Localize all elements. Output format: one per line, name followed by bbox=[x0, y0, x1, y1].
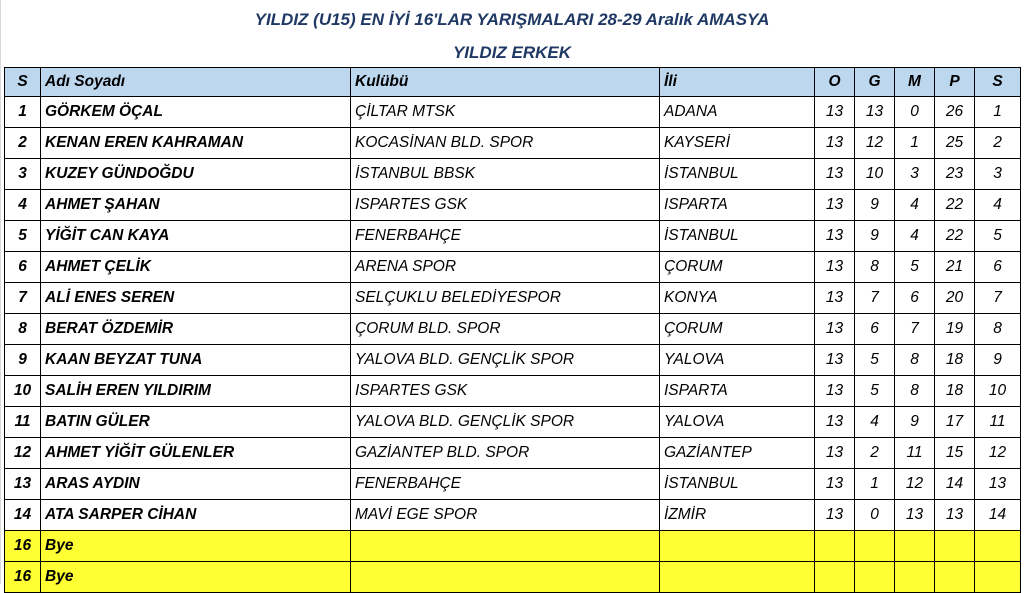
row-number-cell[interactable]: 2 bbox=[5, 128, 41, 159]
row-number-cell[interactable]: 10 bbox=[5, 376, 41, 407]
points-cell[interactable]: 20 bbox=[935, 283, 975, 314]
standings-table bbox=[4, 67, 1021, 593]
won-count-cell[interactable]: 7 bbox=[855, 283, 895, 314]
header-city[interactable]: İli bbox=[660, 68, 815, 97]
played-count-cell[interactable]: 13 bbox=[815, 221, 855, 252]
played-count-cell[interactable]: 13 bbox=[815, 190, 855, 221]
table-row bbox=[5, 190, 1021, 221]
city-name-cell[interactable]: İSTANBUL bbox=[660, 159, 815, 190]
player-name-cell[interactable]: SALİH EREN YILDIRIM bbox=[41, 376, 351, 407]
club-name-cell[interactable]: YALOVA BLD. GENÇLİK SPOR bbox=[351, 345, 660, 376]
bye-row bbox=[5, 531, 1021, 562]
club-name-cell[interactable]: ÇORUM BLD. SPOR bbox=[351, 314, 660, 345]
played-count-cell[interactable]: 13 bbox=[815, 345, 855, 376]
city-name-cell[interactable]: ISPARTA bbox=[660, 190, 815, 221]
points-cell[interactable]: 14 bbox=[935, 469, 975, 500]
rank-cell[interactable] bbox=[975, 562, 1021, 593]
club-name-cell[interactable]: SELÇUKLU BELEDİYESPOR bbox=[351, 283, 660, 314]
player-name-cell[interactable]: KENAN EREN KAHRAMAN bbox=[41, 128, 351, 159]
city-name-cell[interactable] bbox=[660, 562, 815, 593]
rank-cell[interactable]: 8 bbox=[975, 314, 1021, 345]
lost-count-cell[interactable]: 1 bbox=[895, 128, 935, 159]
city-name-cell[interactable]: KONYA bbox=[660, 283, 815, 314]
table-row bbox=[5, 314, 1021, 345]
played-count-cell[interactable]: 13 bbox=[815, 407, 855, 438]
played-count-cell[interactable]: 13 bbox=[815, 314, 855, 345]
won-count-cell[interactable]: 12 bbox=[855, 128, 895, 159]
points-cell[interactable]: 22 bbox=[935, 190, 975, 221]
played-count-cell[interactable]: 13 bbox=[815, 252, 855, 283]
lost-count-cell[interactable] bbox=[895, 531, 935, 562]
sheet-gridline bbox=[0, 0, 1, 584]
player-name-cell[interactable]: GÖRKEM ÖÇAL bbox=[41, 97, 351, 128]
row-number-cell[interactable]: 4 bbox=[5, 190, 41, 221]
header-name[interactable]: Adı Soyadı bbox=[41, 68, 351, 97]
points-cell[interactable]: 17 bbox=[935, 407, 975, 438]
header-o[interactable]: O bbox=[815, 68, 855, 97]
points-cell[interactable] bbox=[935, 562, 975, 593]
player-name-cell[interactable]: AHMET ŞAHAN bbox=[41, 190, 351, 221]
header-p[interactable]: P bbox=[935, 68, 975, 97]
player-name-cell[interactable]: ARAS AYDIN bbox=[41, 469, 351, 500]
rank-cell[interactable]: 5 bbox=[975, 221, 1021, 252]
header-m[interactable]: M bbox=[895, 68, 935, 97]
club-name-cell[interactable]: GAZİANTEP BLD. SPOR bbox=[351, 438, 660, 469]
rank-cell[interactable]: 3 bbox=[975, 159, 1021, 190]
table-row bbox=[5, 376, 1021, 407]
city-name-cell[interactable]: ÇORUM bbox=[660, 314, 815, 345]
rank-cell[interactable]: 10 bbox=[975, 376, 1021, 407]
played-count-cell[interactable]: 13 bbox=[815, 283, 855, 314]
won-count-cell[interactable]: 9 bbox=[855, 221, 895, 252]
points-cell[interactable]: 21 bbox=[935, 252, 975, 283]
player-name-cell[interactable]: BERAT ÖZDEMİR bbox=[41, 314, 351, 345]
won-count-cell[interactable]: 13 bbox=[855, 97, 895, 128]
header-s[interactable]: S bbox=[5, 68, 41, 97]
table-header-row bbox=[5, 68, 1021, 97]
points-cell[interactable]: 26 bbox=[935, 97, 975, 128]
table-row bbox=[5, 500, 1021, 531]
header-rank[interactable]: S bbox=[975, 68, 1021, 97]
city-name-cell[interactable]: ÇORUM bbox=[660, 252, 815, 283]
won-count-cell[interactable]: 0 bbox=[855, 500, 895, 531]
city-name-cell[interactable]: YALOVA bbox=[660, 345, 815, 376]
played-count-cell[interactable] bbox=[815, 562, 855, 593]
row-number-cell[interactable]: 12 bbox=[5, 438, 41, 469]
club-name-cell[interactable]: ISPARTES GSK bbox=[351, 190, 660, 221]
won-count-cell[interactable]: 2 bbox=[855, 438, 895, 469]
table-row bbox=[5, 252, 1021, 283]
rank-cell[interactable] bbox=[975, 531, 1021, 562]
lost-count-cell[interactable]: 8 bbox=[895, 376, 935, 407]
played-count-cell[interactable]: 13 bbox=[815, 128, 855, 159]
club-name-cell[interactable] bbox=[351, 562, 660, 593]
lost-count-cell[interactable]: 13 bbox=[895, 500, 935, 531]
row-number-cell[interactable]: 8 bbox=[5, 314, 41, 345]
city-name-cell[interactable]: KAYSERİ bbox=[660, 128, 815, 159]
lost-count-cell[interactable] bbox=[895, 562, 935, 593]
points-cell[interactable]: 18 bbox=[935, 376, 975, 407]
rank-cell[interactable]: 6 bbox=[975, 252, 1021, 283]
city-name-cell[interactable]: ADANA bbox=[660, 97, 815, 128]
player-name-cell[interactable]: YİĞİT CAN KAYA bbox=[41, 221, 351, 252]
player-name-cell[interactable]: ATA SARPER CİHAN bbox=[41, 500, 351, 531]
lost-count-cell[interactable]: 9 bbox=[895, 407, 935, 438]
lost-count-cell[interactable]: 8 bbox=[895, 345, 935, 376]
city-name-cell[interactable]: GAZİANTEP bbox=[660, 438, 815, 469]
points-cell[interactable]: 22 bbox=[935, 221, 975, 252]
city-name-cell[interactable]: ISPARTA bbox=[660, 376, 815, 407]
table-row bbox=[5, 438, 1021, 469]
row-number-cell[interactable]: 16 bbox=[5, 531, 41, 562]
played-count-cell[interactable] bbox=[815, 531, 855, 562]
table-row bbox=[5, 221, 1021, 252]
lost-count-cell[interactable]: 0 bbox=[895, 97, 935, 128]
played-count-cell[interactable]: 13 bbox=[815, 159, 855, 190]
club-name-cell[interactable]: KOCASİNAN BLD. SPOR bbox=[351, 128, 660, 159]
played-count-cell[interactable]: 13 bbox=[815, 500, 855, 531]
points-cell[interactable] bbox=[935, 531, 975, 562]
club-name-cell[interactable]: FENERBAHÇE bbox=[351, 221, 660, 252]
rank-cell[interactable]: 12 bbox=[975, 438, 1021, 469]
player-name-cell[interactable]: Bye bbox=[41, 562, 351, 593]
rank-cell[interactable]: 9 bbox=[975, 345, 1021, 376]
won-count-cell[interactable]: 5 bbox=[855, 345, 895, 376]
won-count-cell[interactable]: 6 bbox=[855, 314, 895, 345]
row-number-cell[interactable]: 3 bbox=[5, 159, 41, 190]
row-number-cell[interactable]: 1 bbox=[5, 97, 41, 128]
city-name-cell[interactable]: İZMİR bbox=[660, 500, 815, 531]
club-name-cell[interactable]: ISPARTES GSK bbox=[351, 376, 660, 407]
page-subtitle: YILDIZ ERKEK bbox=[452, 43, 572, 62]
city-name-cell[interactable]: İSTANBUL bbox=[660, 221, 815, 252]
player-name-cell[interactable]: AHMET ÇELİK bbox=[41, 252, 351, 283]
table-row bbox=[5, 407, 1021, 438]
rank-cell[interactable]: 14 bbox=[975, 500, 1021, 531]
table-row bbox=[5, 159, 1021, 190]
club-name-cell[interactable] bbox=[351, 531, 660, 562]
row-number-cell[interactable]: 7 bbox=[5, 283, 41, 314]
lost-count-cell[interactable]: 4 bbox=[895, 190, 935, 221]
lost-count-cell[interactable]: 11 bbox=[895, 438, 935, 469]
player-name-cell[interactable]: KAAN BEYZAT TUNA bbox=[41, 345, 351, 376]
lost-count-cell[interactable]: 12 bbox=[895, 469, 935, 500]
club-name-cell[interactable]: MAVİ EGE SPOR bbox=[351, 500, 660, 531]
lost-count-cell[interactable]: 5 bbox=[895, 252, 935, 283]
table-row bbox=[5, 283, 1021, 314]
row-number-cell[interactable]: 14 bbox=[5, 500, 41, 531]
played-count-cell[interactable]: 13 bbox=[815, 376, 855, 407]
club-name-cell[interactable]: FENERBAHÇE bbox=[351, 469, 660, 500]
header-g[interactable]: G bbox=[855, 68, 895, 97]
won-count-cell[interactable]: 10 bbox=[855, 159, 895, 190]
played-count-cell[interactable]: 13 bbox=[815, 97, 855, 128]
lost-count-cell[interactable]: 7 bbox=[895, 314, 935, 345]
header-club[interactable]: Kulübü bbox=[351, 68, 660, 97]
lost-count-cell[interactable]: 3 bbox=[895, 159, 935, 190]
club-name-cell[interactable]: YALOVA BLD. GENÇLİK SPOR bbox=[351, 407, 660, 438]
club-name-cell[interactable]: İSTANBUL BBSK bbox=[351, 159, 660, 190]
rank-cell[interactable]: 11 bbox=[975, 407, 1021, 438]
table-row bbox=[5, 469, 1021, 500]
club-name-cell[interactable]: ARENA SPOR bbox=[351, 252, 660, 283]
row-number-cell[interactable]: 11 bbox=[5, 407, 41, 438]
player-name-cell[interactable]: KUZEY GÜNDOĞDU bbox=[41, 159, 351, 190]
points-cell[interactable]: 13 bbox=[935, 500, 975, 531]
lost-count-cell[interactable]: 4 bbox=[895, 221, 935, 252]
rank-cell[interactable]: 13 bbox=[975, 469, 1021, 500]
points-cell[interactable]: 23 bbox=[935, 159, 975, 190]
rank-cell[interactable]: 1 bbox=[975, 97, 1021, 128]
points-cell[interactable]: 18 bbox=[935, 345, 975, 376]
page-title: YILDIZ (U15) EN İYİ 16'LAR YARIŞMALARI 28-29 Aralık AMASYA bbox=[254, 10, 770, 29]
rank-cell[interactable]: 4 bbox=[975, 190, 1021, 221]
table-row bbox=[5, 345, 1021, 376]
table-row bbox=[5, 97, 1021, 128]
won-count-cell[interactable]: 8 bbox=[855, 252, 895, 283]
played-count-cell[interactable]: 13 bbox=[815, 438, 855, 469]
player-name-cell[interactable]: AHMET YİĞİT GÜLENLER bbox=[41, 438, 351, 469]
city-name-cell[interactable]: YALOVA bbox=[660, 407, 815, 438]
row-number-cell[interactable]: 16 bbox=[5, 562, 41, 593]
won-count-cell[interactable]: 9 bbox=[855, 190, 895, 221]
row-number-cell[interactable]: 13 bbox=[5, 469, 41, 500]
rank-cell[interactable]: 7 bbox=[975, 283, 1021, 314]
won-count-cell[interactable]: 1 bbox=[855, 469, 895, 500]
points-cell[interactable]: 25 bbox=[935, 128, 975, 159]
won-count-cell[interactable]: 5 bbox=[855, 376, 895, 407]
won-count-cell[interactable] bbox=[855, 531, 895, 562]
city-name-cell[interactable] bbox=[660, 531, 815, 562]
player-name-cell[interactable]: ALİ ENES SEREN bbox=[41, 283, 351, 314]
row-number-cell[interactable]: 6 bbox=[5, 252, 41, 283]
rank-cell[interactable]: 2 bbox=[975, 128, 1021, 159]
player-name-cell[interactable]: BATIN GÜLER bbox=[41, 407, 351, 438]
points-cell[interactable]: 15 bbox=[935, 438, 975, 469]
row-number-cell[interactable]: 9 bbox=[5, 345, 41, 376]
won-count-cell[interactable]: 4 bbox=[855, 407, 895, 438]
won-count-cell[interactable] bbox=[855, 562, 895, 593]
lost-count-cell[interactable]: 6 bbox=[895, 283, 935, 314]
played-count-cell[interactable]: 13 bbox=[815, 469, 855, 500]
row-number-cell[interactable]: 5 bbox=[5, 221, 41, 252]
city-name-cell[interactable]: İSTANBUL bbox=[660, 469, 815, 500]
points-cell[interactable]: 19 bbox=[935, 314, 975, 345]
club-name-cell[interactable]: ÇİLTAR MTSK bbox=[351, 97, 660, 128]
table-row bbox=[5, 128, 1021, 159]
player-name-cell[interactable]: Bye bbox=[41, 531, 351, 562]
bye-row bbox=[5, 562, 1021, 593]
